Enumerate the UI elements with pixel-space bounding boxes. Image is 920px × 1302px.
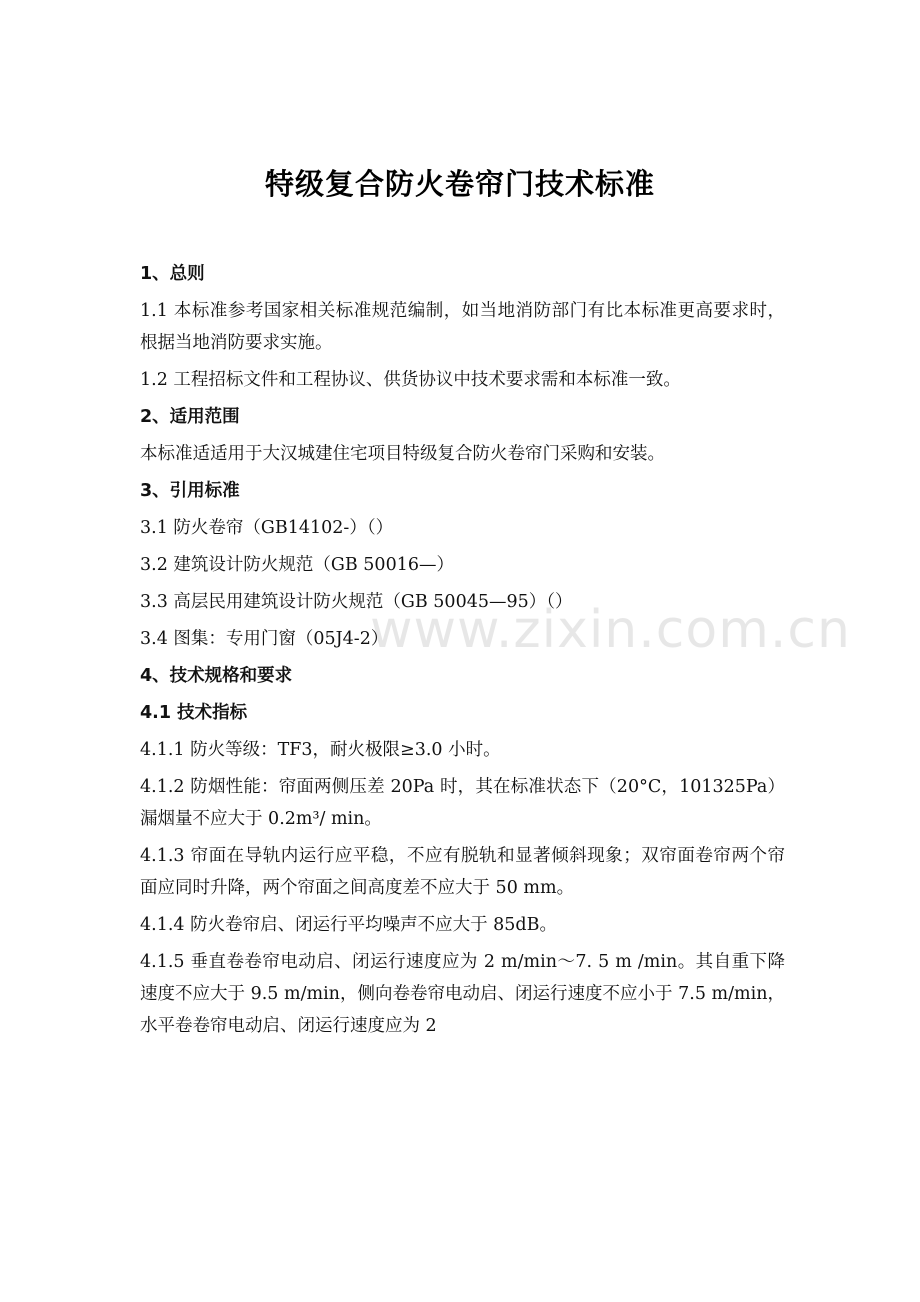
section-heading: 3、引用标准 (140, 481, 240, 501)
paragraph: 1.1 本标准参考国家相关标准规范编制，如当地消防部门有比本标准更高要求时，根据当地消防要求实施。 (140, 301, 785, 353)
paragraph: 4.1.2 防烟性能：帘面两侧压差 20Pa 时，其在标准状态下（20°C，101325Pa）漏烟量不应大于 0.2m³/ min。 (140, 777, 785, 829)
paragraph: 3.3 高层民用建筑设计防火规范（GB 50045—95）（） (140, 592, 573, 612)
paragraph: 4.1.1 防火等级：TF3，耐火极限≥3.0 小时。 (140, 740, 501, 760)
watermark: www.zixin.com.cn (370, 600, 851, 660)
paragraph: 1.2 工程招标文件和工程协议、供货协议中技术要求需和本标准一致。 (140, 370, 681, 390)
paragraph: 4.1.4 防火卷帘启、闭运行平均噪声不应大于 85dB。 (140, 915, 557, 935)
paragraph: 3.4 图集：专用门窗（05J4-2） (140, 629, 389, 649)
document-title: 特级复合防火卷帘门技术标准 (264, 167, 655, 201)
paragraph: 3.1 防火卷帘（GB14102-）（） (140, 518, 394, 538)
paragraph: 4.1.5 垂直卷卷帘电动启、闭运行速度应为 2 m/min～7. 5 m /min。其自重下降速度不应大于 9.5 m/min，侧向卷卷帘电动启、闭运行速度不应小于 7.5 m/min，水平卷卷帘电动启、闭运行速度应为 2 (140, 952, 785, 1036)
paragraph: 本标准适适用于大汉城建住宅项目特级复合防火卷帘门采购和安装。 (140, 444, 665, 464)
section-heading: 4、技术规格和要求 (140, 666, 293, 686)
section-heading: 1、总则 (140, 264, 205, 284)
section-heading: 4.1 技术指标 (140, 703, 248, 723)
section-heading: 2、适用范围 (140, 407, 240, 427)
paragraph: 4.1.3 帘面在导轨内运行应平稳，不应有脱轨和显著倾斜现象；双帘面卷帘两个帘面应同时升降，两个帘面之间高度差不应大于 50 mm。 (140, 846, 785, 898)
paragraph: 3.2 建筑设计防火规范（GB 50016—） (140, 555, 454, 575)
